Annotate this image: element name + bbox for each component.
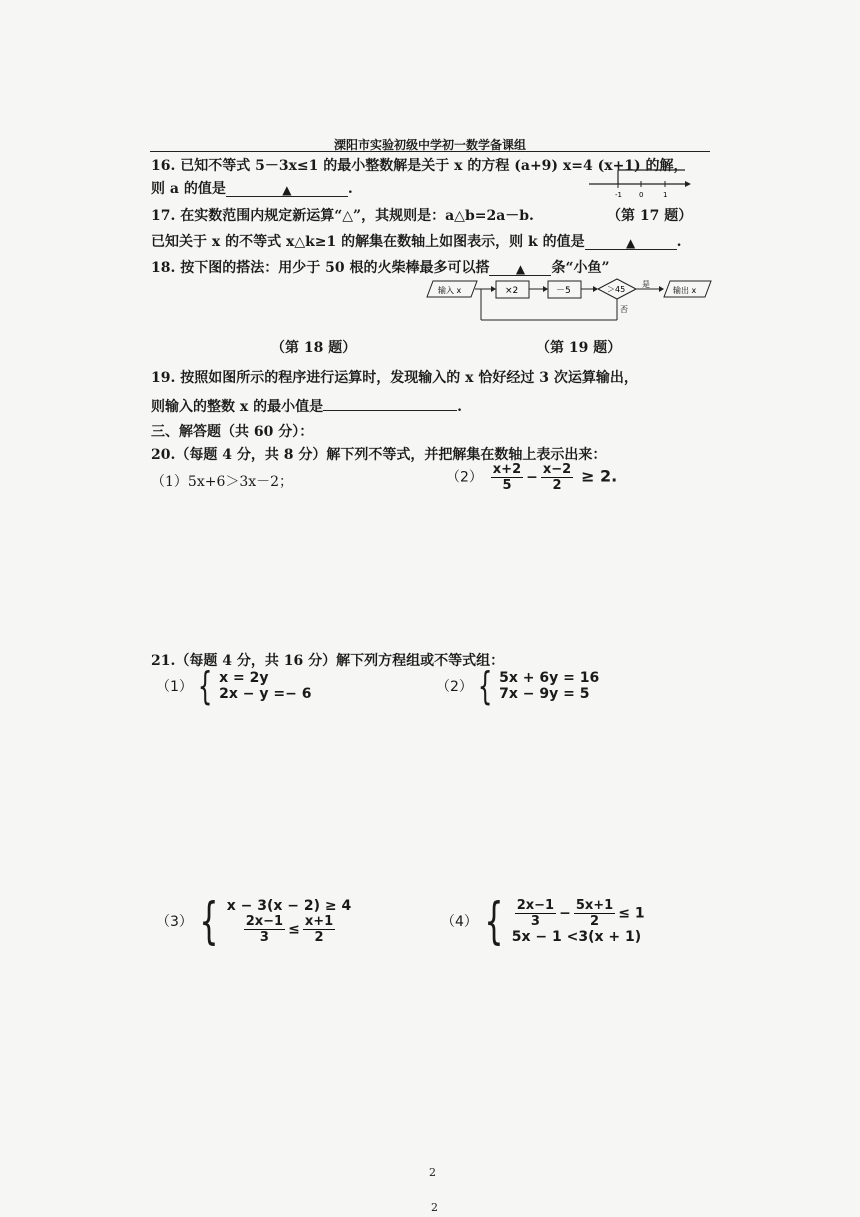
system-row: 5x − 1 <3(x + 1)	[511, 928, 642, 945]
question-21-part2	[436, 664, 600, 708]
question-21-part4	[441, 892, 645, 950]
question-18-suffix: 条“小鱼”	[551, 260, 610, 276]
question-16-suffix: .	[347, 181, 353, 197]
flow-output-text: 输出 x	[673, 286, 697, 295]
answer-blank-17	[585, 234, 677, 250]
question-19-line1: 19. 按照如图所示的程序进行运算时，发现输入的 x 恰好经过 3 次运算输出，	[151, 370, 638, 386]
part-label: （3）	[156, 914, 193, 930]
numerator: x−2	[542, 462, 572, 477]
tick-label-0: 0	[639, 191, 644, 199]
equation-system	[436, 664, 600, 708]
question-16-line1: 16. 已知不等式 5－3x≤1 的最小整数解是关于 x 的方程 (a+9) x=4 (x+1) 的解，	[151, 158, 688, 174]
number-line-figure	[585, 166, 695, 200]
minus-sign: −	[559, 905, 571, 921]
arrow-head-icon	[685, 181, 691, 187]
flow-op2-text: －5	[556, 286, 571, 296]
triangle-mark: ▲	[625, 236, 636, 250]
section-heading: 三、解答题（共 60 分）：	[151, 424, 314, 440]
question-19-line2	[151, 395, 462, 416]
le-sign: ≤	[288, 921, 300, 937]
header-rule	[150, 151, 710, 152]
brace-icon: {	[197, 664, 213, 708]
system-row	[512, 898, 645, 929]
system-row: x − 3(x − 2) ≥ 4	[226, 897, 352, 914]
question-17-line1: 17. 在实数范围内规定新运算“△”，其规则是：a△b=2a－b.	[151, 208, 534, 224]
question-19-prefix: 则输入的整数 x 的最小值是	[151, 399, 324, 415]
part-label: （2）	[446, 469, 483, 486]
numerator: 5x+1	[575, 897, 614, 913]
triangle-mark: ▲	[282, 183, 292, 197]
figure-caption-18: （第 18 题）	[271, 340, 357, 356]
triangle-mark: ▲	[515, 262, 526, 276]
fraction	[541, 462, 573, 493]
le-sign: ≤ 1	[618, 905, 645, 921]
part-label: （1）	[156, 679, 193, 695]
denominator: 2	[552, 478, 562, 493]
equation-system	[156, 664, 312, 708]
numerator: 2x−1	[516, 897, 555, 913]
brace-icon: {	[199, 892, 219, 950]
figure-caption-19: （第 19 题）	[536, 340, 622, 356]
denominator: 2	[590, 913, 600, 929]
answer-blank-19	[323, 395, 457, 411]
flow-yes-text: 是	[642, 280, 650, 289]
fraction	[491, 462, 523, 493]
inequality-system	[441, 892, 645, 950]
answer-blank-18	[489, 260, 551, 276]
arrow-icon	[543, 286, 548, 292]
system-row	[227, 914, 352, 945]
numerator: x+2	[492, 462, 522, 477]
tick-label-neg1: -1	[615, 191, 622, 199]
minus-sign: −	[526, 469, 538, 486]
page-header: 溧阳市实验初级中学初一数学备课组	[333, 138, 526, 152]
flow-no-text: 否	[620, 305, 628, 314]
brace-icon: {	[477, 664, 493, 708]
question-17-prefix: 已知关于 x 的不等式 x△k≥1 的解集在数轴上如图表示，则 k 的值是	[151, 234, 585, 250]
tick-label-1: 1	[663, 191, 668, 199]
figure-caption-17: （第 17 题）	[607, 208, 693, 224]
flowchart-figure	[425, 278, 715, 324]
inequality-rest: ≥ 2.	[581, 466, 618, 486]
question-16-line2	[151, 178, 353, 198]
part-label: （2）	[436, 679, 473, 695]
question-21-title: 21.（每题 4 分，共 16 分）解下列方程组或不等式组：	[151, 653, 505, 669]
denominator: 3	[259, 929, 269, 945]
question-21-part1	[156, 664, 312, 708]
denominator: 3	[530, 913, 540, 929]
part-label: （4）	[441, 914, 478, 930]
denominator: 2	[314, 929, 324, 945]
question-19-suffix: .	[457, 399, 462, 415]
question-20-part1: （1）5x+6＞3x－2；	[151, 474, 294, 490]
flow-cond-text: ＞45	[607, 285, 626, 294]
denominator: 5	[502, 478, 512, 493]
question-16-prefix: 则 a 的值是	[151, 181, 226, 197]
page-number: 2	[429, 1166, 436, 1179]
question-17-suffix: .	[676, 234, 682, 250]
arrow-icon	[491, 286, 496, 292]
question-18-prefix: 18. 按下图的搭法：用少于 50 根的火柴棒最多可以搭	[151, 260, 490, 276]
flow-input-text: 输入 x	[438, 286, 462, 295]
numerator: 2x−1	[245, 913, 284, 929]
system-row: 5x + 6y = 16	[499, 670, 600, 686]
system-row: 2x − y =− 6	[219, 686, 312, 702]
system-row: x = 2y	[219, 670, 269, 686]
arrow-icon	[659, 286, 664, 292]
flow-op1-text: ×2	[505, 286, 519, 296]
question-17-line2	[151, 231, 681, 251]
answer-blank-16	[226, 181, 348, 197]
numerator: x+1	[304, 913, 334, 929]
question-21-part3	[156, 892, 352, 950]
brace-icon: {	[484, 892, 504, 950]
question-20-title: 20.（每题 4 分，共 8 分）解下列不等式，并把解集在数轴上表示出来：	[151, 447, 607, 463]
inequality-system	[156, 892, 352, 950]
question-18-line	[151, 257, 610, 277]
system-row: 7x − 9y = 5	[499, 686, 590, 702]
question-20-part2	[446, 462, 617, 493]
page-number-bottom: 2	[431, 1201, 438, 1214]
